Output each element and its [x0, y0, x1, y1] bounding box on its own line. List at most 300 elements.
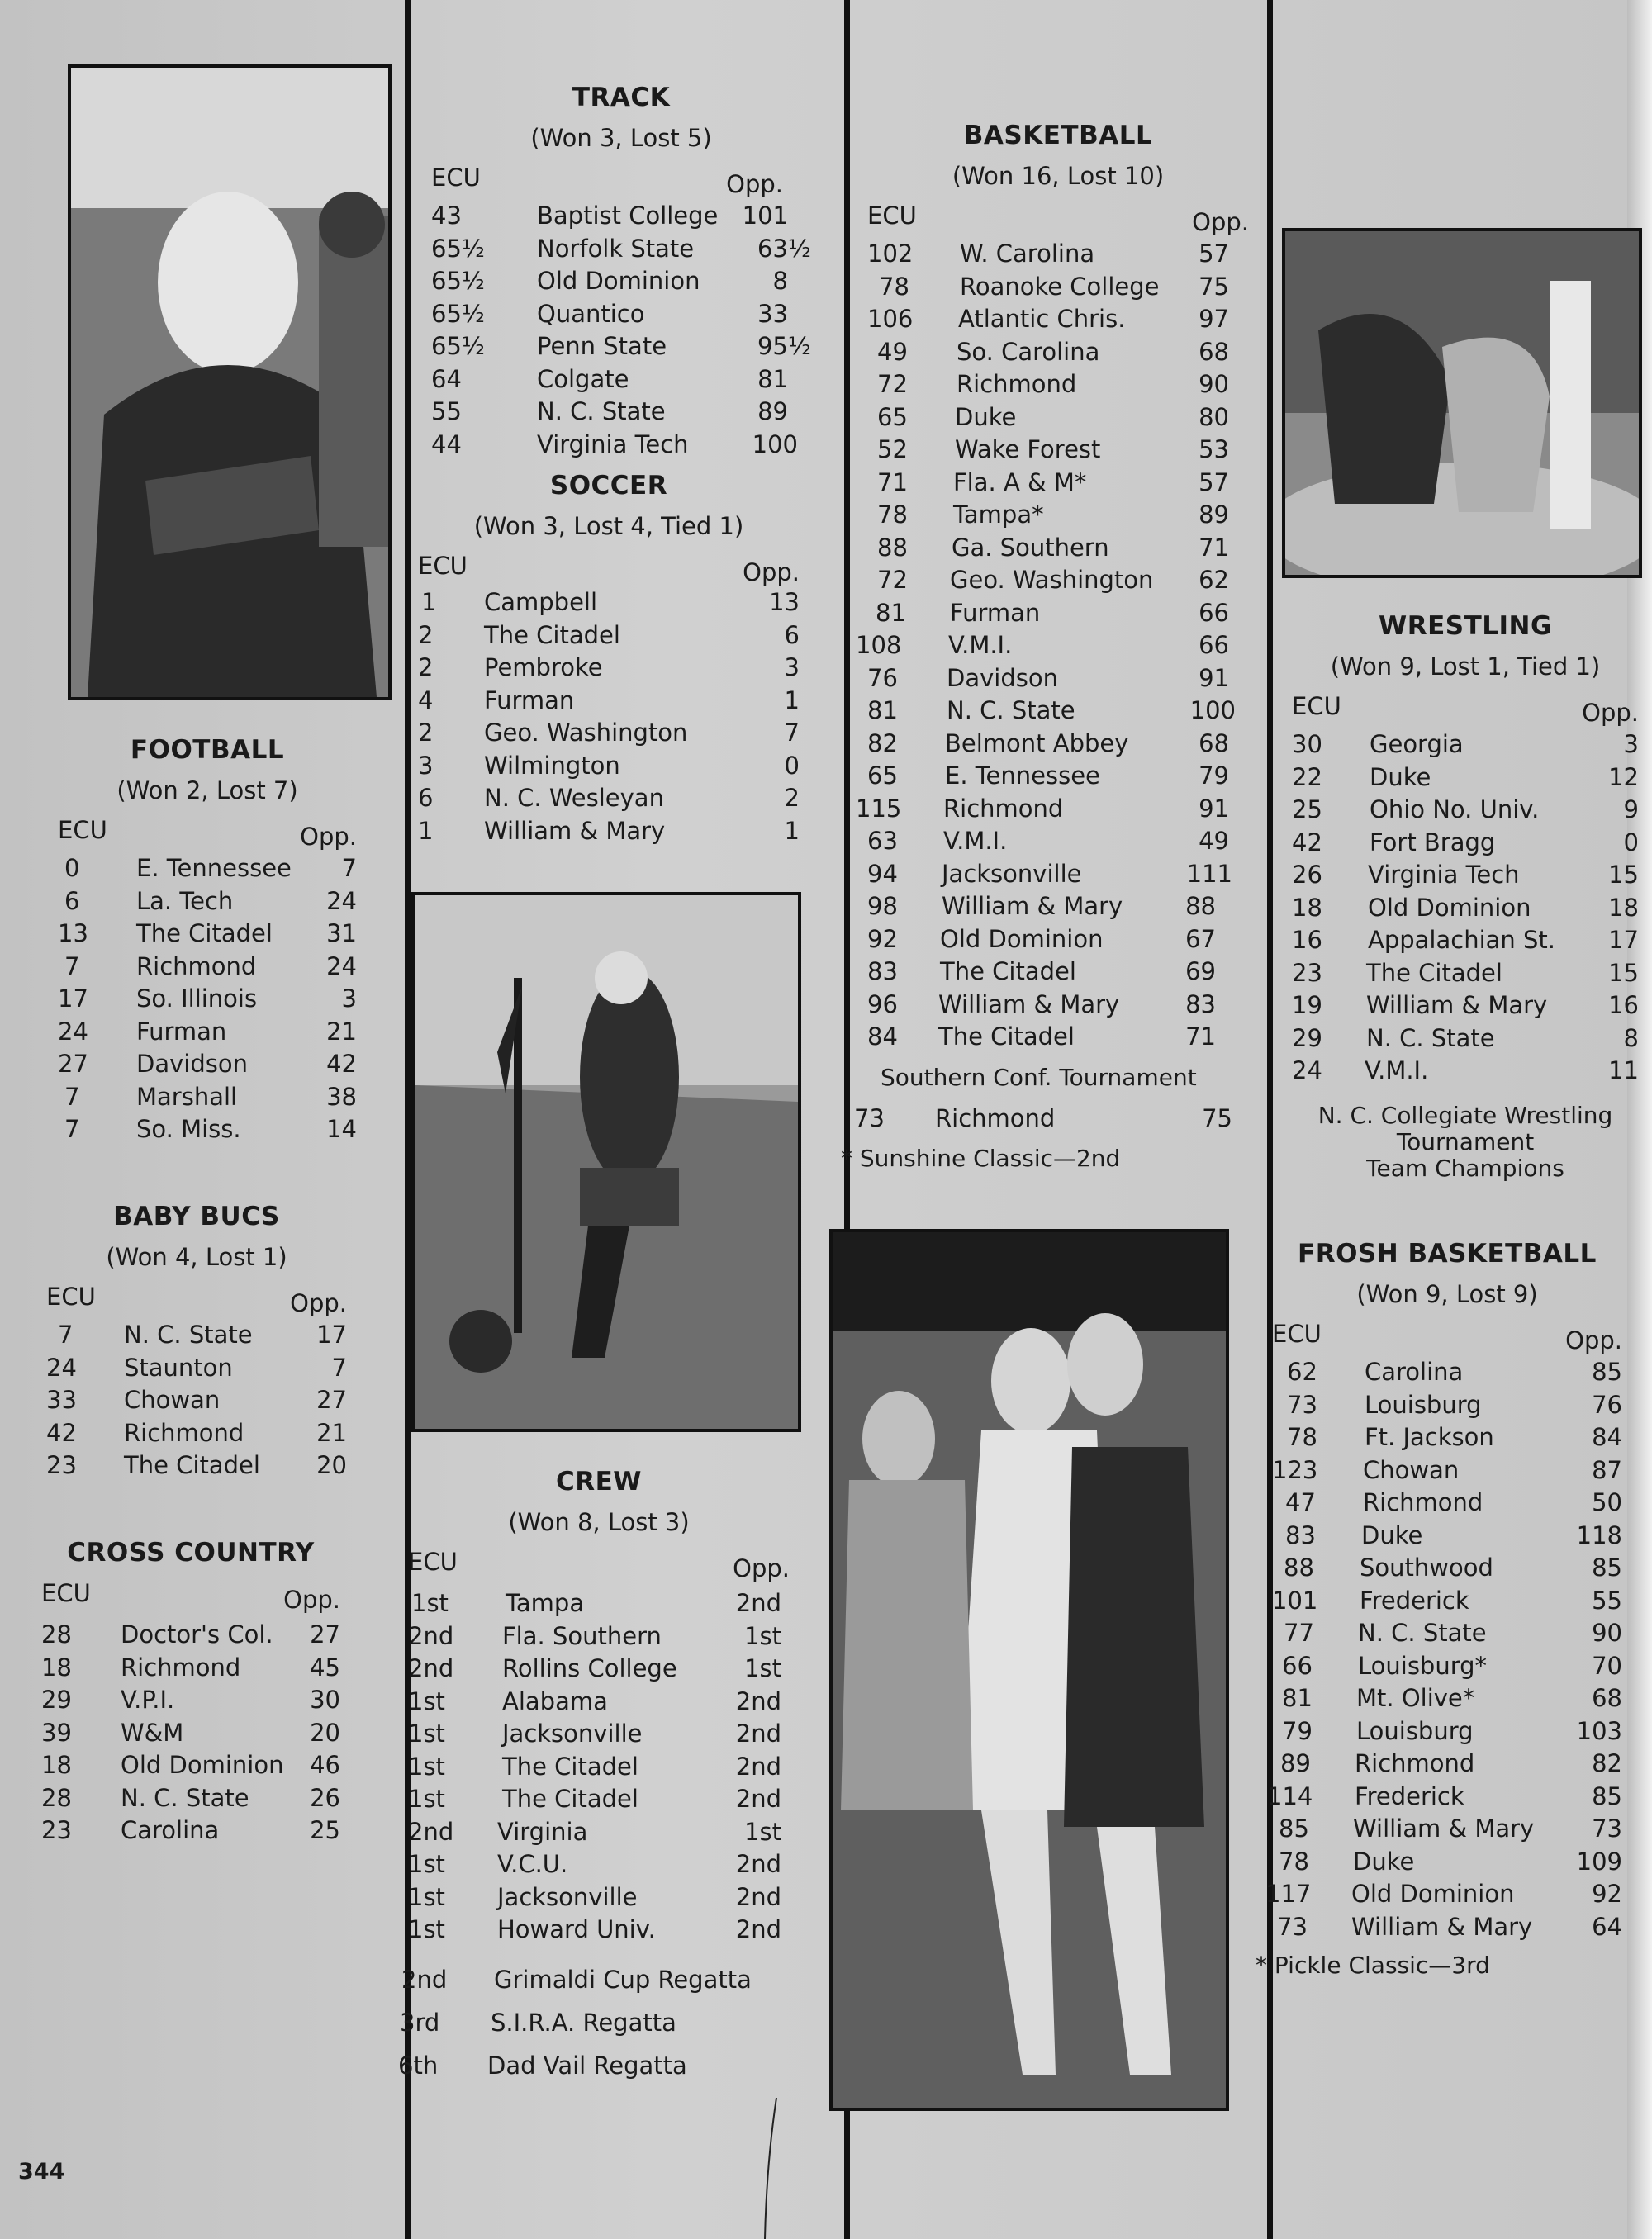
ecu-score: 26 — [1292, 861, 1322, 889]
opp-score: 89 — [757, 397, 788, 425]
regatta-name: S.I.R.A. Regatta — [491, 2008, 676, 2037]
result-row — [58, 918, 357, 951]
opp-place: 2nd — [735, 1785, 781, 1813]
col-opp: Opp. — [743, 558, 800, 586]
opponent: N. C. State — [537, 397, 666, 425]
ecu-score: 39 — [41, 1718, 72, 1747]
opp-place: 2nd — [735, 1915, 781, 1943]
opp-score: 100 — [1189, 696, 1236, 724]
result-row — [46, 1417, 347, 1450]
result-row — [867, 989, 1249, 1022]
ecu-score: 19 — [1292, 991, 1322, 1019]
opp-score: 75 — [1202, 1103, 1232, 1132]
opp-score: 71 — [1185, 1022, 1216, 1051]
result-row — [1272, 1356, 1622, 1389]
ecu-score: 43 — [431, 202, 462, 230]
section-record: (Won 4, Lost 1) — [106, 1243, 287, 1271]
opp-score: 83 — [1185, 989, 1216, 1018]
opponent: Virginia — [497, 1817, 588, 1846]
opponent: Quantico — [537, 299, 645, 328]
opponent: Carolina — [1365, 1358, 1464, 1386]
result-row — [408, 1848, 790, 1881]
opponent: Southwood — [1360, 1554, 1493, 1582]
result-row — [431, 200, 811, 233]
opponent: Chowan — [1363, 1455, 1460, 1484]
section-record: (Won 3, Lost 5) — [530, 124, 712, 152]
opponent: Fla. A & M* — [953, 467, 1087, 496]
result-row — [408, 1620, 790, 1653]
result-row — [418, 717, 800, 750]
ecu-place: 1st — [408, 1850, 445, 1878]
ecu-score: 29 — [1292, 1023, 1322, 1052]
tournament-label: Southern Conf. Tournament — [881, 1063, 1197, 1091]
opponent: N. C. State — [947, 696, 1075, 724]
result-row — [1272, 1585, 1622, 1618]
opp-score: 12 — [1608, 762, 1639, 791]
ecu-score: 108 — [856, 631, 902, 659]
opponent: Davidson — [136, 1050, 248, 1078]
ecu-score: 29 — [41, 1686, 72, 1714]
ecu-score: 7 — [58, 1321, 74, 1349]
opponent: The Citadel — [502, 1752, 638, 1781]
opponent: Richmond — [136, 951, 257, 980]
opponent: So. Miss. — [136, 1115, 241, 1143]
opp-score: 76 — [1592, 1390, 1622, 1419]
opponent: W. Carolina — [960, 240, 1095, 268]
opponent: N. C. State — [124, 1321, 253, 1349]
ecu-score: 18 — [1292, 893, 1322, 922]
opp-score: 49 — [1199, 827, 1229, 855]
ecu-score: 72 — [877, 566, 908, 594]
ecu-score: 114 — [1267, 1781, 1313, 1810]
result-row — [867, 695, 1249, 728]
column-header — [408, 1536, 790, 1582]
ecu-score: 18 — [41, 1653, 72, 1682]
ecu-score: 65 — [867, 761, 898, 790]
result-row — [867, 1021, 1249, 1054]
ecu-score: 81 — [867, 696, 898, 724]
opp-place: 1st — [744, 1817, 781, 1846]
result-row — [856, 629, 1249, 662]
opponent: Furman — [136, 1017, 227, 1046]
opp-score: 24 — [326, 951, 357, 980]
opp-score: 13 — [769, 588, 800, 616]
opponent: V.P.I. — [121, 1686, 175, 1714]
opp-score: 85 — [1592, 1554, 1622, 1582]
section-title: BABY BUCS — [113, 1202, 280, 1231]
section-title: BASKETBALL — [963, 121, 1153, 150]
opponent: Old Dominion — [1351, 1880, 1515, 1908]
opp-score: 84 — [1592, 1423, 1622, 1451]
regatta-list — [398, 1958, 790, 2087]
result-row — [58, 1048, 357, 1081]
opponent: The Citadel — [502, 1785, 638, 1813]
opp-place: 2nd — [735, 1882, 781, 1911]
result-row — [41, 1814, 340, 1848]
column-header — [46, 1271, 347, 1317]
opp-score: 7 — [331, 1353, 347, 1382]
opponent: The Citadel — [124, 1451, 260, 1479]
ecu-score: 101 — [1272, 1586, 1318, 1615]
result-row — [58, 1016, 357, 1049]
opponent: Mt. Olive* — [1356, 1684, 1475, 1712]
opp-score: 15 — [1608, 861, 1639, 889]
ecu-score: 117 — [1265, 1880, 1312, 1908]
opponent: William & Mary — [1353, 1814, 1535, 1843]
opp-score: 26 — [310, 1783, 340, 1812]
result-row — [1272, 1748, 1622, 1781]
result-row — [1292, 859, 1639, 892]
opp-score: 3 — [1623, 730, 1639, 758]
ecu-score: 79 — [1282, 1716, 1313, 1745]
opp-score: 50 — [1592, 1488, 1622, 1516]
ecu-place: 2nd — [408, 1817, 454, 1846]
opponent: Richmond — [943, 794, 1064, 823]
ecu-score: 106 — [867, 305, 914, 333]
result-row — [418, 782, 800, 815]
ecu-place: 2nd — [408, 1621, 454, 1650]
result-row — [41, 1749, 340, 1782]
col-opp: Opp. — [283, 1586, 340, 1614]
opp-score: 57 — [1199, 240, 1229, 268]
opp-score: 66 — [1199, 631, 1229, 659]
opp-score: 27 — [310, 1620, 340, 1648]
opponent: Fort Bragg — [1370, 828, 1496, 856]
results-list — [58, 852, 357, 1146]
ecu-place: 1st — [411, 1589, 449, 1617]
column-header — [41, 1568, 340, 1614]
opp-score: 55 — [1592, 1586, 1622, 1615]
ecu-score: 102 — [867, 240, 914, 268]
result-row — [58, 983, 357, 1016]
opponent: Geo. Washington — [484, 719, 688, 747]
wrestling-photo — [1282, 228, 1642, 578]
opponent: Duke — [1361, 1520, 1423, 1549]
result-row — [1272, 1520, 1622, 1553]
opponent: Ohio No. Univ. — [1370, 795, 1540, 823]
opp-score: 103 — [1576, 1716, 1622, 1745]
col-ecu: ECU — [431, 164, 481, 192]
note-line: Team Champions — [1366, 1154, 1564, 1182]
opponent: W&M — [121, 1718, 184, 1747]
opponent: The Citadel — [484, 620, 620, 649]
result-row — [1292, 794, 1639, 827]
ecu-score: 22 — [1292, 762, 1322, 791]
result-row — [41, 1619, 340, 1652]
results-list — [41, 1619, 340, 1848]
ecu-score: 94 — [867, 859, 898, 888]
ecu-score: 78 — [879, 272, 909, 301]
opponent: N. C. Wesleyan — [484, 784, 664, 812]
opp-score: 7 — [341, 854, 357, 882]
results-list — [431, 200, 811, 461]
basketball-photo — [829, 1229, 1229, 2111]
result-row — [867, 760, 1249, 793]
result-row — [867, 499, 1249, 532]
opp-score: 85 — [1592, 1781, 1622, 1810]
result-row — [867, 564, 1249, 597]
ecu-score: 24 — [58, 1017, 88, 1046]
opp-score: 30 — [310, 1686, 340, 1714]
opp-score: 92 — [1592, 1880, 1622, 1908]
ecu-score: 55 — [431, 397, 462, 425]
result-row — [1292, 892, 1639, 925]
result-row — [867, 303, 1249, 336]
opponent: E. Tennessee — [945, 761, 1100, 790]
result-row — [431, 396, 811, 429]
result-row — [1272, 1682, 1622, 1715]
opponent: William & Mary — [1366, 991, 1548, 1019]
regatta-place: 2nd — [401, 1965, 448, 1994]
opp-score: 38 — [326, 1082, 357, 1111]
results-list — [1265, 1356, 1622, 1943]
regatta-row — [401, 1958, 790, 2001]
section-record: (Won 9, Lost 1, Tied 1) — [1330, 652, 1601, 681]
ecu-score: 1 — [418, 816, 434, 845]
ecu-score: 78 — [877, 500, 908, 529]
result-row — [58, 885, 357, 918]
result-row — [418, 586, 800, 619]
opp-score: 66 — [1199, 598, 1229, 627]
opponent: V.M.I. — [948, 631, 1013, 659]
ecu-score: 66 — [1282, 1651, 1313, 1680]
opp-score: 53 — [1199, 435, 1229, 463]
opponent: Old Dominion — [1368, 893, 1531, 922]
ecu-score: 49 — [877, 337, 908, 366]
ecu-score: 71 — [877, 467, 908, 496]
opp-score: 20 — [310, 1718, 340, 1747]
opponent: So. Illinois — [136, 984, 258, 1013]
opp-score: 81 — [757, 364, 788, 393]
opp-score: 31 — [326, 919, 357, 947]
column-header — [58, 804, 357, 851]
opponent: Virginia Tech — [1368, 861, 1520, 889]
opp-score: 8 — [1623, 1023, 1639, 1052]
note-line: Tournament — [1396, 1127, 1535, 1155]
result-row — [1292, 728, 1639, 761]
opp-score: 100 — [752, 429, 798, 458]
soccer-section — [418, 471, 800, 847]
opponent: Roanoke College — [960, 272, 1160, 301]
ecu-score: 83 — [867, 957, 898, 985]
ecu-score: 25 — [1292, 795, 1322, 823]
opponent: Davidson — [947, 663, 1058, 692]
opp-score: 6 — [784, 620, 800, 649]
championship-note — [1292, 1103, 1639, 1182]
result-row — [867, 728, 1249, 761]
opponent: Old Dominion — [121, 1751, 284, 1779]
opponent: Howard Univ. — [497, 1915, 656, 1943]
frosh-basketball-section — [1256, 1239, 1622, 1979]
result-row — [418, 685, 800, 718]
result-row — [1272, 1552, 1622, 1585]
regatta-row — [400, 2001, 790, 2044]
col-ecu: ECU — [46, 1283, 96, 1311]
result-row — [867, 434, 1249, 467]
ecu-place: 1st — [408, 1720, 445, 1748]
opponent: Wake Forest — [955, 435, 1101, 463]
section-title: CREW — [556, 1467, 642, 1497]
result-row — [1292, 1022, 1639, 1055]
footnote: * Sunshine Classic—2nd — [841, 1145, 1121, 1172]
result-row — [431, 233, 811, 266]
opponent: Richmond — [124, 1418, 244, 1447]
result-row — [1272, 1650, 1622, 1683]
opp-place: 2nd — [735, 1752, 781, 1781]
ecu-score: 6 — [64, 886, 80, 915]
ecu-score: 2 — [418, 620, 434, 649]
opp-score: 57 — [1199, 467, 1229, 496]
opponent: Campbell — [484, 588, 598, 616]
opp-score: 73 — [1592, 1814, 1622, 1843]
opponent: Atlantic Chris. — [958, 305, 1126, 333]
result-row — [41, 1717, 340, 1750]
opponent: Ga. Southern — [952, 533, 1109, 562]
opponent: Belmont Abbey — [945, 728, 1129, 757]
ecu-score: 27 — [58, 1050, 88, 1078]
ecu-score: 85 — [1279, 1814, 1309, 1843]
opp-score: 64 — [1592, 1912, 1622, 1941]
ecu-score: 42 — [1292, 828, 1322, 856]
ecu-score: 23 — [41, 1816, 72, 1844]
wrestling-section — [1292, 611, 1639, 1182]
section-title: CROSS COUNTRY — [67, 1538, 315, 1568]
result-row — [408, 1751, 790, 1784]
result-row — [431, 330, 811, 363]
opp-score: 90 — [1199, 370, 1229, 398]
page-number: 344 — [18, 2159, 65, 2184]
opp-score: 70 — [1592, 1651, 1622, 1680]
col-ecu: ECU — [408, 1548, 458, 1576]
ecu-score: 123 — [1272, 1455, 1318, 1484]
ecu-score: 24 — [1292, 1056, 1322, 1084]
ecu-score: 7 — [64, 951, 80, 980]
opp-score: 68 — [1199, 337, 1229, 366]
result-row — [867, 467, 1249, 500]
result-row — [867, 662, 1249, 695]
results-list — [408, 1587, 790, 1947]
ecu-score: 28 — [41, 1783, 72, 1812]
result-row — [867, 597, 1249, 630]
ecu-score: 23 — [1292, 958, 1322, 987]
opponent: William & Mary — [938, 989, 1120, 1018]
result-row — [1272, 1617, 1622, 1650]
result-row — [1272, 1454, 1622, 1487]
opponent: Pembroke — [484, 653, 603, 681]
result-row — [1292, 1055, 1639, 1088]
section-title: TRACK — [572, 83, 671, 112]
opponent: Penn State — [537, 332, 667, 360]
ecu-score: 65½ — [431, 234, 486, 263]
opp-score: 27 — [316, 1386, 347, 1414]
opponent: Duke — [1370, 762, 1431, 791]
ecu-score: 64 — [431, 364, 462, 393]
ecu-score: 28 — [41, 1620, 72, 1648]
football-coach-photo — [68, 64, 392, 700]
opp-score: 97 — [1199, 305, 1229, 333]
results-list — [46, 1319, 347, 1482]
result-row — [1267, 1781, 1622, 1814]
opponent: V.M.I. — [1365, 1056, 1429, 1084]
opponent: Richmond — [935, 1103, 1056, 1132]
section-title: FROSH BASKETBALL — [1298, 1239, 1597, 1269]
ecu-score: 13 — [58, 919, 88, 947]
opponent: So. Carolina — [957, 337, 1100, 366]
col-ecu: ECU — [41, 1579, 91, 1607]
opponent: The Citadel — [1366, 958, 1502, 987]
col-ecu: ECU — [1272, 1320, 1322, 1348]
result-row — [1272, 1421, 1622, 1454]
opp-score: 15 — [1608, 958, 1639, 987]
football-section — [58, 735, 357, 1146]
ecu-score: 23 — [46, 1451, 77, 1479]
pen-mark — [760, 2098, 785, 2239]
regatta-row — [398, 2044, 790, 2087]
opp-score: 3 — [341, 984, 357, 1013]
opp-score: 0 — [784, 751, 800, 780]
ecu-score: 81 — [876, 598, 906, 627]
opponent: Geo. Washington — [950, 566, 1154, 594]
result-row — [431, 363, 811, 396]
opp-score: 1 — [784, 685, 800, 714]
opponent: Jacksonville — [942, 859, 1082, 888]
opponent: Furman — [484, 685, 575, 714]
opponent: Norfolk State — [537, 234, 695, 263]
opp-score: 111 — [1186, 859, 1232, 888]
opp-score: 46 — [310, 1751, 340, 1779]
opp-score: 11 — [1608, 1056, 1639, 1084]
column-header — [1292, 681, 1639, 727]
ecu-place: 1st — [408, 1882, 445, 1911]
opp-place: 2nd — [735, 1589, 781, 1617]
result-row — [46, 1352, 347, 1385]
result-row — [418, 750, 800, 783]
result-row — [867, 368, 1249, 401]
opp-score: 17 — [1608, 926, 1639, 954]
result-row — [867, 238, 1249, 271]
result-row — [1292, 827, 1639, 860]
ecu-score: 77 — [1284, 1619, 1314, 1647]
baby-bucs-section — [46, 1202, 347, 1482]
result-row — [867, 858, 1249, 891]
section-record: (Won 9, Lost 9) — [1356, 1280, 1538, 1308]
result-row — [418, 815, 800, 848]
ecu-place: 1st — [408, 1686, 445, 1715]
opp-score: 20 — [316, 1451, 347, 1479]
col-ecu: ECU — [58, 816, 107, 844]
result-row — [58, 852, 357, 885]
result-row — [408, 1783, 790, 1816]
ecu-score: 62 — [1287, 1358, 1317, 1386]
ecu-score: 4 — [418, 685, 434, 714]
result-row — [867, 271, 1249, 304]
cross-country-section — [41, 1538, 340, 1848]
regatta-name: Grimaldi Cup Regatta — [494, 1965, 752, 1994]
opp-score: 85 — [1592, 1358, 1622, 1386]
ecu-score: 72 — [877, 370, 908, 398]
ecu-score: 84 — [867, 1022, 898, 1051]
ecu-score: 47 — [1285, 1488, 1316, 1516]
result-row — [867, 401, 1249, 434]
ecu-score: 92 — [867, 924, 898, 953]
ecu-score: 78 — [1287, 1423, 1317, 1451]
opponent: Chowan — [124, 1386, 221, 1414]
col-opp: Opp. — [1192, 208, 1249, 236]
opponent: Doctor's Col. — [121, 1620, 273, 1648]
result-row — [408, 1587, 790, 1620]
ecu-score: 0 — [64, 854, 80, 882]
note-line: N. C. Collegiate Wrestling — [1317, 1101, 1613, 1129]
